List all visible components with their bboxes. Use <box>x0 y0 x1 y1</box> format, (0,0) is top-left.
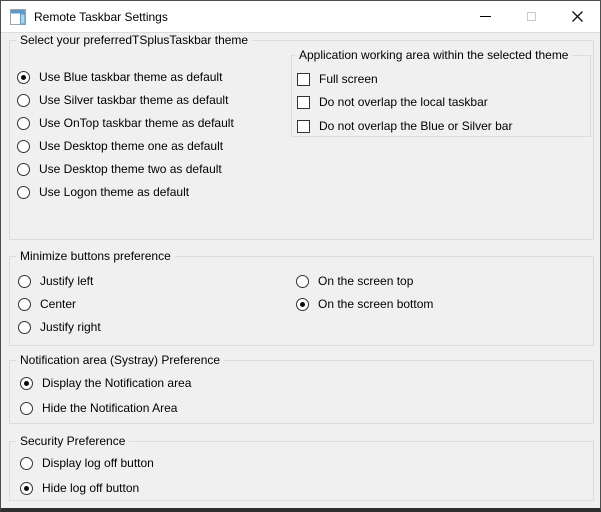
radio-desktop-theme-one[interactable]: Use Desktop theme one as default <box>17 136 223 156</box>
titlebar[interactable] <box>1 1 600 33</box>
group-theme <box>9 33 594 240</box>
radio-icon[interactable] <box>17 186 30 199</box>
group-minimize-preference <box>9 249 594 346</box>
radio-use-ontop-theme[interactable]: Use OnTop taskbar theme as default <box>17 113 234 133</box>
radio-icon[interactable] <box>17 94 30 107</box>
window-title: Remote Taskbar Settings <box>34 9 168 24</box>
radio-icon[interactable] <box>20 402 33 415</box>
radio-icon[interactable] <box>18 275 31 288</box>
radio-icon[interactable] <box>17 71 30 84</box>
group-theme-title: Select your preferredTSplusTaskbar theme <box>16 33 252 48</box>
radio-icon[interactable] <box>20 377 33 390</box>
radio-hide-logoff-button[interactable]: Hide log off button <box>20 478 139 498</box>
maximize-icon <box>527 12 536 21</box>
minimize-icon <box>480 16 491 17</box>
checkbox-no-overlap-blue-silver-bar[interactable]: Do not overlap the Blue or Silver bar <box>297 116 512 136</box>
group-security-title: Security Preference <box>16 434 129 449</box>
radio-icon[interactable] <box>18 321 31 334</box>
checkbox-no-overlap-local-taskbar[interactable]: Do not overlap the local taskbar <box>297 92 488 112</box>
checkbox-icon[interactable] <box>297 73 310 86</box>
radio-icon[interactable] <box>17 140 30 153</box>
checkbox-icon[interactable] <box>297 120 310 133</box>
radio-center[interactable]: Center <box>18 294 76 314</box>
dialog-body <box>1 33 600 508</box>
radio-justify-right[interactable]: Justify right <box>18 317 101 337</box>
radio-icon[interactable] <box>17 163 30 176</box>
checkbox-full-screen[interactable]: Full screen <box>297 69 378 89</box>
minimize-button[interactable] <box>462 1 508 32</box>
group-working-area-title: Application working area within the selected theme <box>295 48 572 63</box>
radio-icon[interactable] <box>296 298 309 311</box>
radio-justify-left[interactable]: Justify left <box>18 271 93 291</box>
group-notification-preference <box>9 353 594 424</box>
app-window-icon[interactable] <box>10 9 26 25</box>
close-icon <box>571 10 584 23</box>
radio-icon[interactable] <box>20 482 33 495</box>
radio-hide-notification-area[interactable]: Hide the Notification Area <box>20 398 177 418</box>
radio-use-blue-theme[interactable]: Use Blue taskbar theme as default <box>17 67 222 87</box>
radio-screen-top[interactable]: On the screen top <box>296 271 413 291</box>
group-working-area <box>291 48 591 137</box>
group-minimize-title: Minimize buttons preference <box>16 249 175 264</box>
group-notification-title: Notification area (Systray) Preference <box>16 353 224 368</box>
radio-desktop-theme-two[interactable]: Use Desktop theme two as default <box>17 159 222 179</box>
radio-display-notification-area[interactable]: Display the Notification area <box>20 373 191 393</box>
maximize-button[interactable] <box>508 1 554 32</box>
radio-icon[interactable] <box>17 117 30 130</box>
group-security-preference <box>9 434 594 501</box>
close-button[interactable] <box>554 1 600 32</box>
radio-icon[interactable] <box>296 275 309 288</box>
radio-icon[interactable] <box>18 298 31 311</box>
radio-display-logoff-button[interactable]: Display log off button <box>20 453 154 473</box>
radio-screen-bottom[interactable]: On the screen bottom <box>296 294 433 314</box>
radio-logon-theme[interactable]: Use Logon theme as default <box>17 182 189 202</box>
radio-use-silver-theme[interactable]: Use Silver taskbar theme as default <box>17 90 228 110</box>
checkbox-icon[interactable] <box>297 96 310 109</box>
radio-icon[interactable] <box>20 457 33 470</box>
